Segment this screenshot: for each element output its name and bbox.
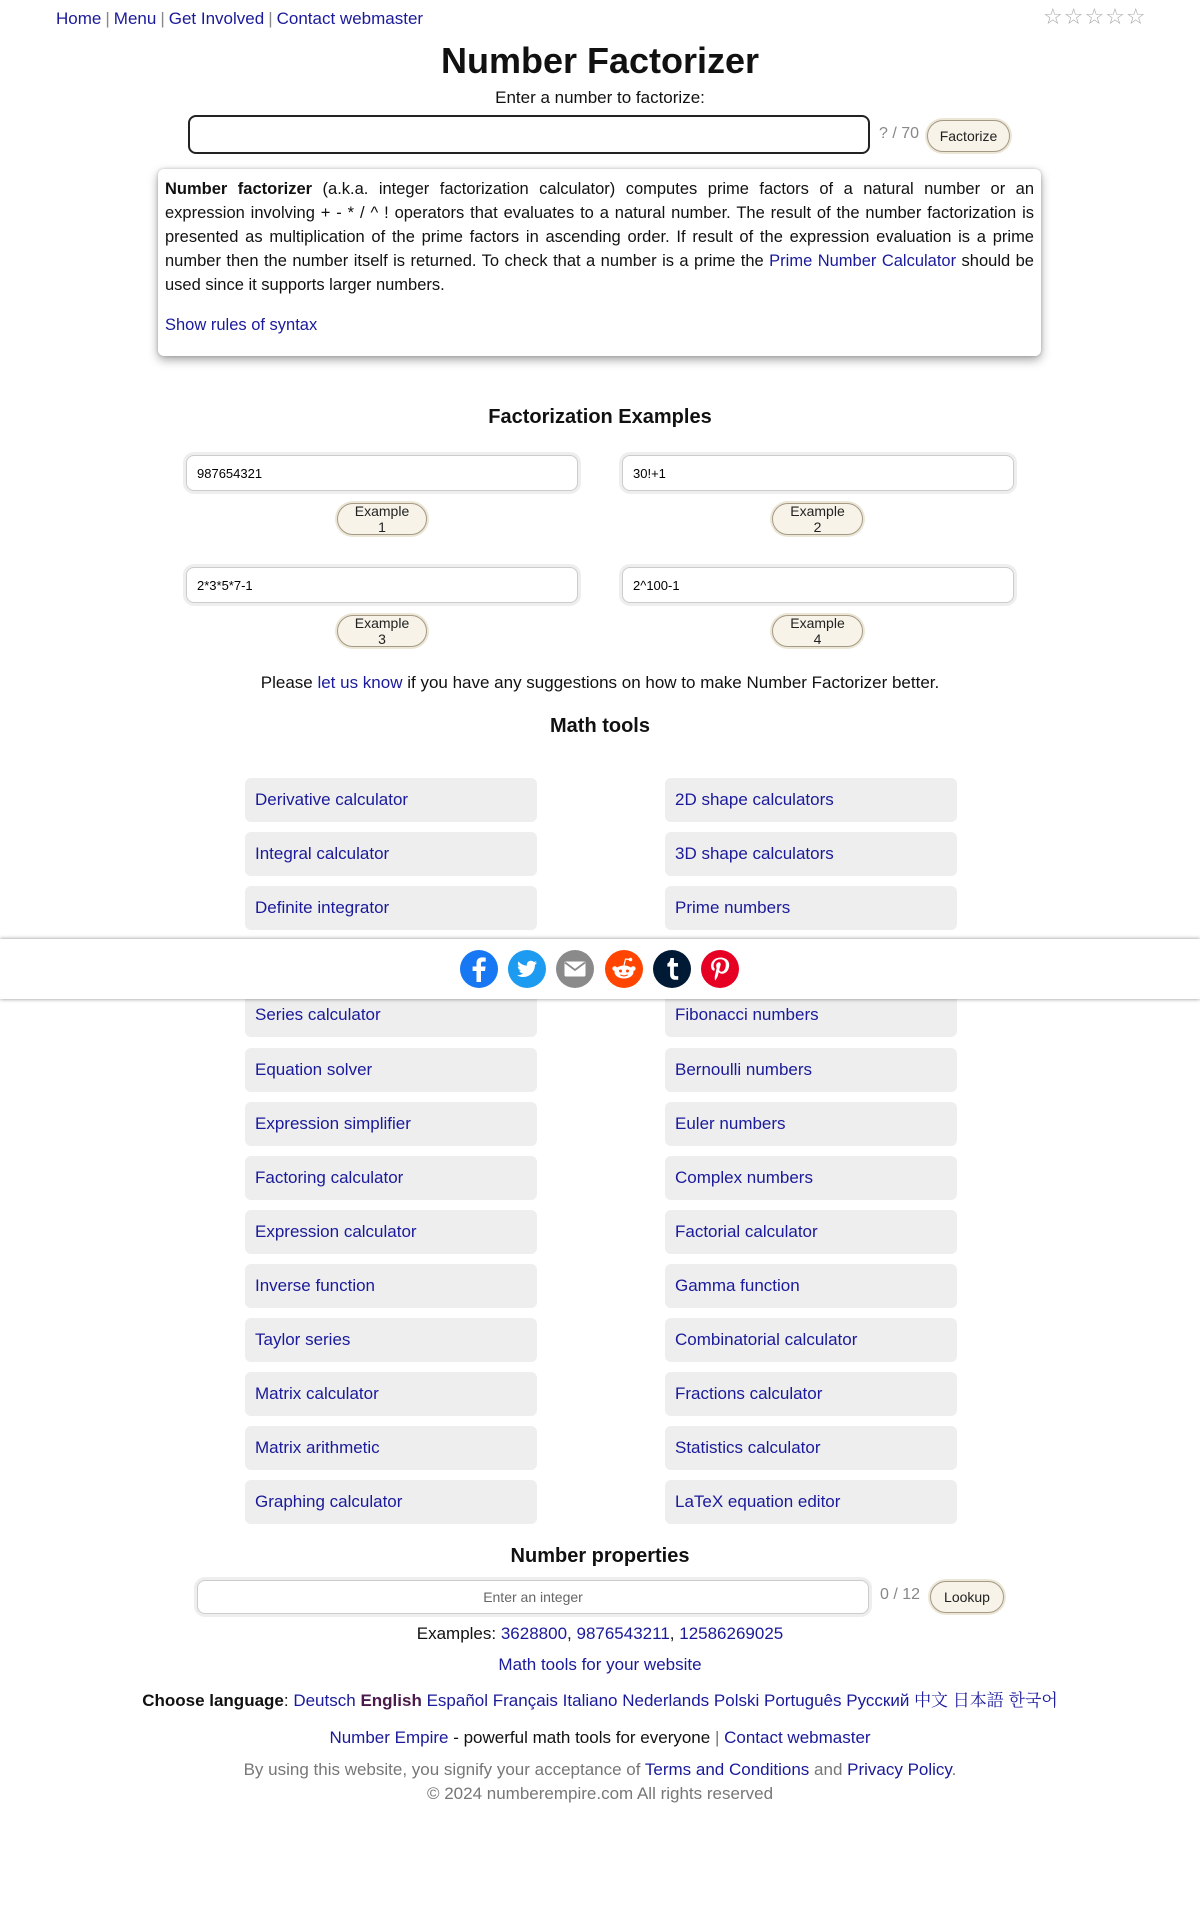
- language-link[interactable]: Português: [764, 1691, 842, 1710]
- description-term: Number factorizer: [165, 180, 313, 198]
- tool-link[interactable]: Fractions calculator: [665, 1372, 957, 1416]
- language-link[interactable]: 中文: [914, 1691, 949, 1710]
- syntax-rules-link[interactable]: Show rules of syntax: [165, 316, 318, 334]
- tool-link[interactable]: Integral calculator: [245, 832, 537, 876]
- example-3-input[interactable]: [186, 567, 578, 603]
- example-3-button[interactable]: Example 3: [337, 615, 427, 647]
- language-link[interactable]: Nederlands: [622, 1691, 710, 1710]
- nav-menu-link[interactable]: Menu: [113, 9, 157, 28]
- rating-stars[interactable]: ☆☆☆☆☆: [1043, 4, 1147, 29]
- tool-link[interactable]: LaTeX equation editor: [665, 1480, 957, 1524]
- suggestion-pre: Please: [260, 673, 318, 692]
- property-example-link[interactable]: 3628800: [500, 1624, 568, 1643]
- tool-link[interactable]: Expression simplifier: [245, 1102, 537, 1146]
- example-2-input[interactable]: [622, 455, 1014, 491]
- nav-separator: |: [105, 9, 110, 28]
- tumblr-icon[interactable]: [652, 949, 692, 989]
- tool-link[interactable]: Derivative calculator: [245, 778, 537, 822]
- lookup-button[interactable]: Lookup: [930, 1581, 1004, 1613]
- input-prompt: Enter a number to factorize:: [495, 88, 705, 107]
- pinterest-icon[interactable]: [700, 949, 740, 989]
- tool-link[interactable]: Complex numbers: [665, 1156, 957, 1200]
- example-2-button[interactable]: Example 2: [772, 503, 863, 535]
- tool-link[interactable]: Bernoulli numbers: [665, 1048, 957, 1092]
- widgets-link[interactable]: Math tools for your website: [498, 1655, 702, 1674]
- brand-link[interactable]: Number Empire: [329, 1728, 449, 1747]
- examples-label: Examples:: [416, 1624, 497, 1643]
- nav-contact-link[interactable]: Contact webmaster: [276, 9, 424, 28]
- reddit-icon[interactable]: [604, 949, 644, 989]
- tool-link[interactable]: Factorial calculator: [665, 1210, 957, 1254]
- privacy-link[interactable]: Privacy Policy: [847, 1760, 952, 1779]
- feedback-link[interactable]: let us know: [317, 673, 403, 692]
- language-link[interactable]: Français: [492, 1691, 558, 1710]
- examples-heading: Factorization Examples: [488, 406, 712, 428]
- factorize-input[interactable]: [188, 115, 870, 154]
- tool-link[interactable]: 2D shape calculators: [665, 778, 957, 822]
- page-title: Number Factorizer: [440, 40, 760, 81]
- tool-link[interactable]: Combinatorial calculator: [665, 1318, 957, 1362]
- footer-contact-link[interactable]: Contact webmaster: [724, 1728, 871, 1747]
- terms-notice: [0, 1760, 1200, 1780]
- tool-link[interactable]: Expression calculator: [245, 1210, 537, 1254]
- char-counter: ? / 70: [879, 125, 920, 142]
- share-bar: [0, 939, 1200, 999]
- tool-link[interactable]: Euler numbers: [665, 1102, 957, 1146]
- twitter-icon[interactable]: [507, 949, 547, 989]
- language-link[interactable]: Русский: [846, 1691, 910, 1710]
- integer-lookup-input[interactable]: [197, 1580, 869, 1614]
- nav-home-link[interactable]: Home: [56, 9, 102, 28]
- tool-link[interactable]: Statistics calculator: [665, 1426, 957, 1470]
- language-link[interactable]: Polski: [713, 1691, 760, 1710]
- top-nav: [56, 9, 423, 29]
- language-link[interactable]: 日本語: [952, 1691, 1004, 1710]
- tool-link[interactable]: Matrix arithmetic: [245, 1426, 537, 1470]
- tool-link[interactable]: Inverse function: [245, 1264, 537, 1308]
- terms-period: .: [951, 1760, 957, 1779]
- language-link[interactable]: Italiano: [562, 1691, 618, 1710]
- suggestion-text: [0, 673, 1200, 693]
- email-icon[interactable]: [555, 949, 595, 989]
- factorize-button[interactable]: Factorize: [927, 120, 1010, 152]
- footer-separator: |: [714, 1728, 720, 1747]
- footer-brand-line: [0, 1728, 1200, 1748]
- tool-link[interactable]: Graphing calculator: [245, 1480, 537, 1524]
- tool-link[interactable]: 3D shape calculators: [665, 832, 957, 876]
- property-example-link[interactable]: 12586269025: [679, 1624, 784, 1643]
- current-language: English: [360, 1691, 422, 1710]
- description-text: (a.k.a. integer factorization calculator) computes prime factors of a natural number or an expression involving + - * / ^ ! operators that evaluates to a natural number. The result of the number factorization is presented as multiplication of the prime factors in ascending order. If result of the expression evaluation is a prime number then the number itself is returned. To check that a number is a prime the: [165, 180, 1035, 270]
- lookup-counter: 0 / 12: [880, 1586, 921, 1603]
- copyright: © 2024 numberempire.com All rights reserved: [426, 1784, 774, 1803]
- nav-separator: |: [268, 9, 273, 28]
- tool-link[interactable]: Taylor series: [245, 1318, 537, 1362]
- suggestion-post: if you have any suggestions on how to make Number Factorizer better.: [402, 673, 940, 692]
- tagline: - powerful math tools for everyone: [448, 1728, 711, 1747]
- example-4-button[interactable]: Example 4: [772, 615, 863, 647]
- language-chooser: Choose language: Deutsch English Español Français Italiano Nederlands Polski Português Русский 中文 日本語 한국어: [142, 1691, 1058, 1710]
- language-link[interactable]: Deutsch: [293, 1691, 356, 1710]
- tool-link[interactable]: Fibonacci numbers: [665, 993, 957, 1037]
- number-properties-heading: Number properties: [510, 1545, 690, 1567]
- example-1-button[interactable]: Example 1: [337, 503, 427, 535]
- example-4-input[interactable]: [622, 567, 1014, 603]
- nav-get-involved-link[interactable]: Get Involved: [168, 9, 265, 28]
- nav-separator: |: [160, 9, 165, 28]
- property-example-link[interactable]: 9876543211: [576, 1624, 670, 1643]
- tool-link[interactable]: Definite integrator: [245, 886, 537, 930]
- tool-link[interactable]: Factoring calculator: [245, 1156, 537, 1200]
- terms-and: and: [809, 1760, 848, 1779]
- tool-link[interactable]: Matrix calculator: [245, 1372, 537, 1416]
- facebook-icon[interactable]: [459, 949, 499, 989]
- language-link[interactable]: Español: [426, 1691, 489, 1710]
- tool-link[interactable]: Prime numbers: [665, 886, 957, 930]
- tool-link[interactable]: Gamma function: [665, 1264, 957, 1308]
- terms-link[interactable]: Terms and Conditions: [644, 1760, 810, 1779]
- tool-link[interactable]: Series calculator: [245, 993, 537, 1037]
- language-link[interactable]: 한국어: [1008, 1691, 1058, 1710]
- description-box: [158, 169, 1041, 356]
- property-examples: Examples: 3628800, 9876543211, 12586269025: [416, 1624, 784, 1643]
- prime-calculator-link[interactable]: Prime Number Calculator: [769, 252, 957, 270]
- description-text: should be used since it supports larger numbers.: [165, 252, 1034, 294]
- example-1-input[interactable]: [186, 455, 578, 491]
- tool-link[interactable]: Equation solver: [245, 1048, 537, 1092]
- terms-text: By using this website, you signify your acceptance of: [243, 1760, 645, 1779]
- math-tools-heading: Math tools: [550, 715, 650, 737]
- language-label: Choose language: [142, 1691, 284, 1710]
